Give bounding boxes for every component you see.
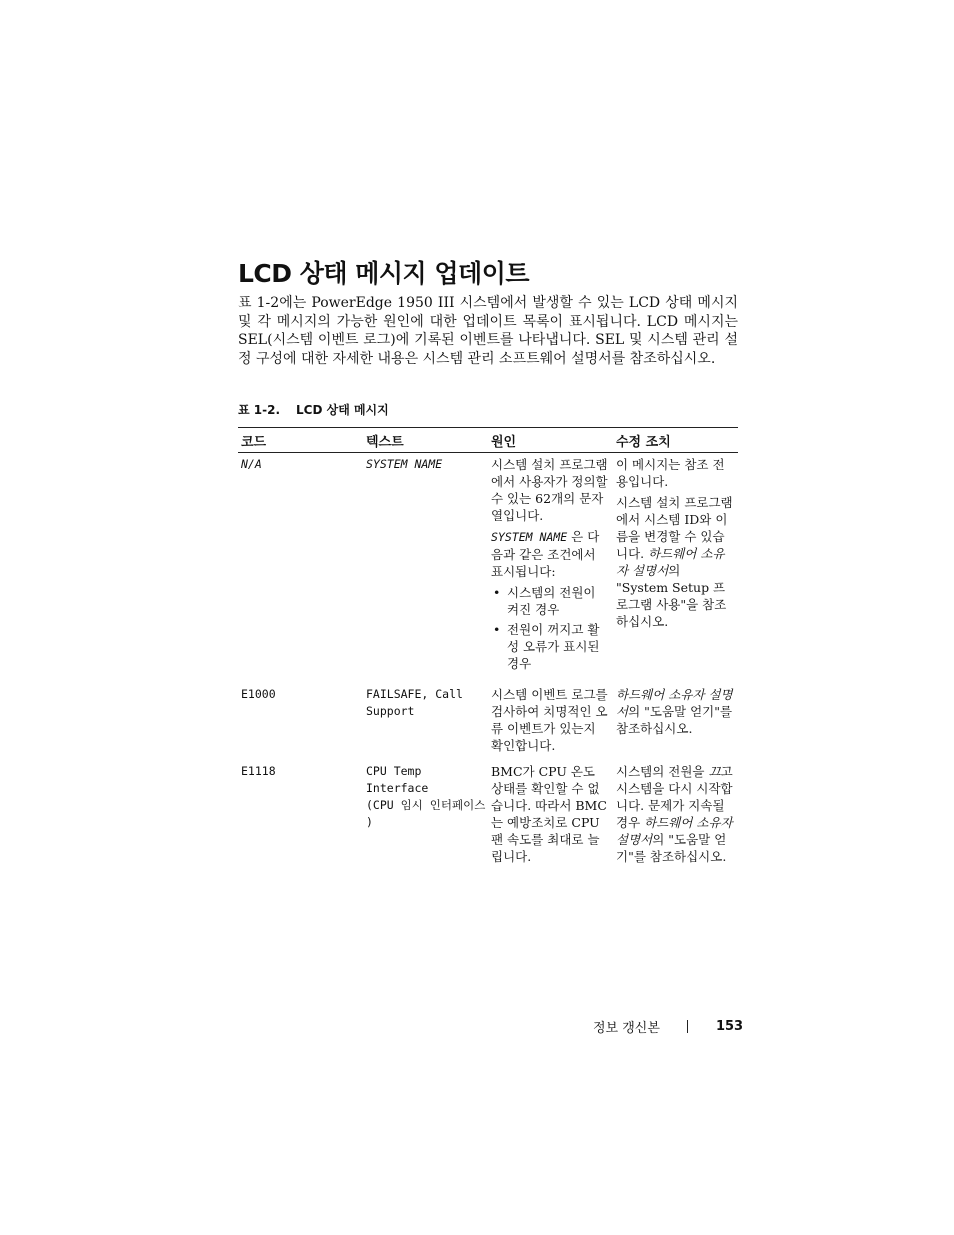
action-pre: 시스템 설치 프로그램에서 시스템 ID와 이름을 변경할 수 있습니다. [616,495,733,561]
action-cell [613,456,738,686]
action-text: 이 메시지는 참조 전용입니다. [616,457,725,489]
code-cell: E1000 [241,687,276,701]
action-post: 의 "System Setup 프로그램 사용"을 참조하십시오. [616,563,727,629]
action-emphasis: 끄 [708,764,721,779]
footer-divider [687,1020,688,1033]
cause-condition [491,528,609,580]
cause-cell [488,456,613,686]
cause-text: 시스템 설치 프로그램에서 사용자가 정의할 수 있는 62개의 문자열입니다. [491,457,608,523]
manual-title: 하드웨어 소유자 설명서 [616,687,733,719]
table-row [238,763,738,893]
header-code: 코드 [241,434,267,450]
page-footer [593,1016,743,1036]
cause-condition-text: 은 다음과 같은 조건에서 표시됩니다: [491,529,600,579]
text-main: CPU Temp Interface [366,764,429,795]
table-row [238,453,738,686]
action-post: 의 "도움말 얻기"를 참조하십시오. [616,704,733,736]
header-action: 수정 조치 [616,434,671,450]
action-mid: 고 시스템을 다시 시작합니다. 문제가 지속될 경우 [616,764,733,830]
header-text: 텍스트 [366,434,404,450]
intro-paragraph [238,294,738,368]
code-cell: E1118 [241,764,276,778]
action-pre: 시스템의 전원을 [616,764,709,779]
page-number: 153 [715,1018,744,1034]
table-number: 표 1-2. [238,403,281,417]
cause-list [491,584,609,672]
lcd-status-table [238,427,738,893]
manual-title: 하드웨어 소유자 설명서 [616,815,733,847]
table-caption [238,401,389,419]
manual-title: 하드웨어 소유자 설명서 [616,546,725,578]
text-sub: (CPU 임시 인터페이스 ) [366,798,486,829]
section-title: LCD 상태 메시지 업데이트 [238,259,529,288]
text-cell: FAILSAFE, Call Support [366,687,463,718]
table-row [238,686,738,763]
list-item: • 전원이 꺼지고 활성 오류가 표시된 경우 [507,621,609,672]
cause-cell: 시스템 이벤트 로그를 검사하여 치명적인 오류 이벤트가 있는지 확인합니다. [491,687,608,753]
cause-cell: BMC가 CPU 온도 상태를 확인할 수 없습니다. 따라서 BMC는 예방조치로 CPU 팬 속도를 최대로 늘립니다. [491,764,607,864]
text-cell: SYSTEM NAME [366,457,443,471]
action-detail [616,494,735,630]
code-cell: N/A [241,457,262,471]
footer-section: 정보 갱신본 [593,1020,660,1036]
text-cell [363,763,488,893]
action-cell [613,763,738,893]
action-cell [613,686,738,763]
cause-code: SYSTEM NAME [491,530,568,544]
header-cause: 원인 [491,434,517,450]
table-header-row [238,428,738,453]
action-post: 의 "도움말 얻기"를 참조하십시오. [616,832,727,864]
list-item: • 시스템의 전원이 켜진 경우 [507,584,609,618]
table-title: LCD 상태 메시지 [296,403,389,417]
intro-text: 표 1-2에는 PowerEdge 1950 III 시스템에서 발생할 수 있는 LCD 상태 메시지 및 각 메시지의 가능한 원인에 대한 업데이트 목록이 표시됩니다. LCD 메시지는 SEL(시스템 이벤트 로그)에 기록된 이벤트를 나타냅니다. SEL 및 시스템 관리 설정 구성에 대한 자세한 내용은 시스템 관리 소프트웨어 설명서를 참조하십시오. [238,295,738,367]
